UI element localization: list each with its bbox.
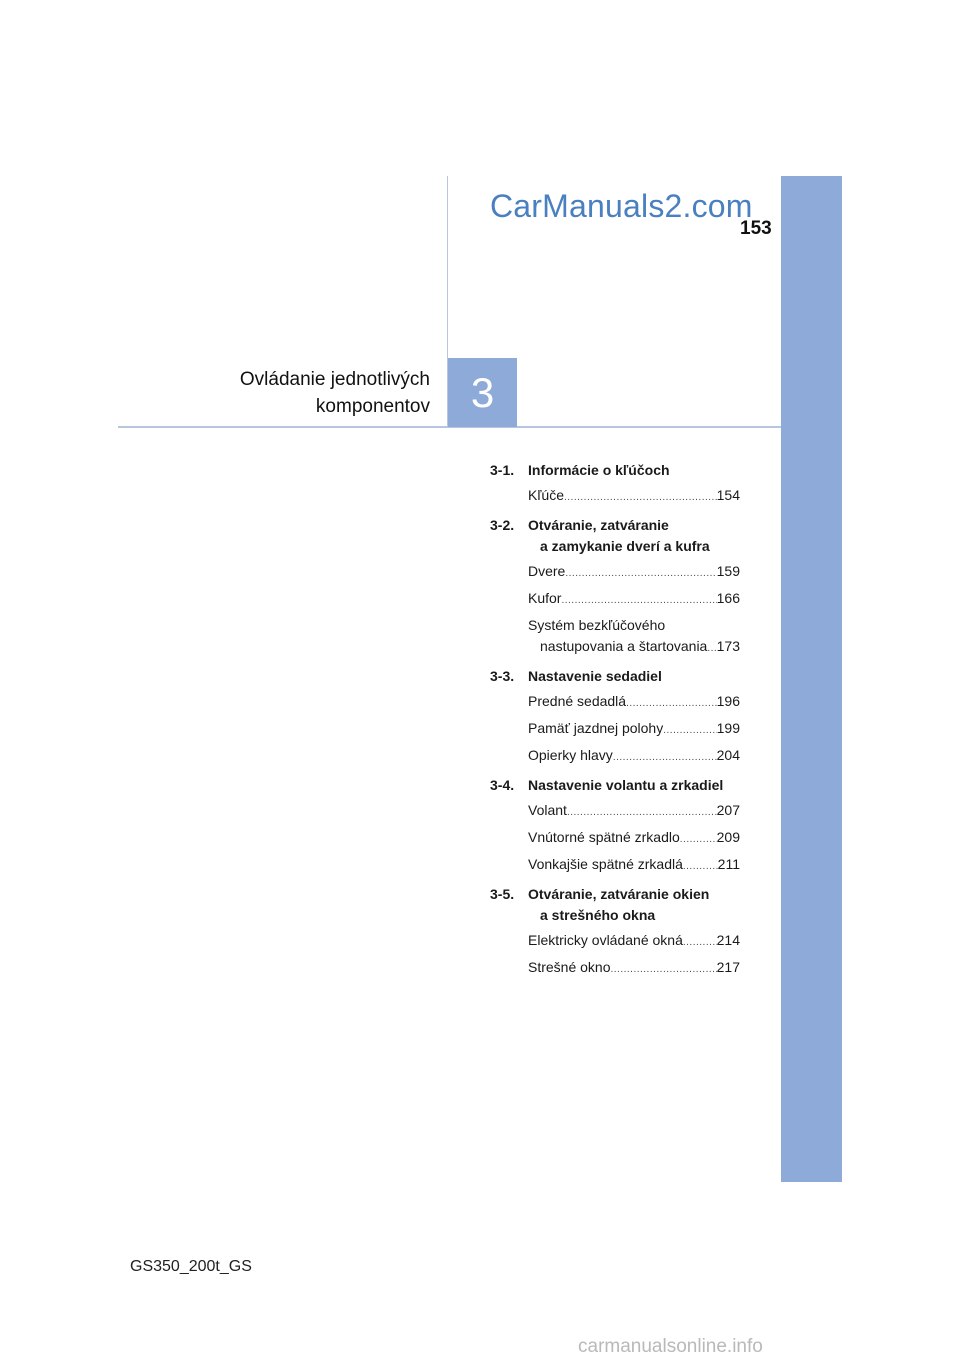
section-number: 3-3. — [490, 668, 515, 684]
dot-leader — [626, 693, 717, 714]
section-title-line1: Nastavenie volantu a zrkadiel — [528, 777, 724, 793]
section-title-line2: a strešného okna — [540, 907, 656, 923]
entry-label: Elektricky ovládané okná — [528, 932, 683, 948]
dot-leader — [613, 747, 717, 768]
entry-label: Dvere — [528, 563, 566, 579]
toc-entry[interactable] — [490, 718, 740, 741]
bottom-watermark: carmanualsonline.info — [578, 1336, 763, 1357]
entry-label: Predné sedadlá — [528, 693, 627, 709]
toc-entry[interactable] — [490, 561, 740, 584]
entry-page: 154 — [716, 487, 740, 503]
toc-entry[interactable] — [490, 588, 740, 611]
table-of-contents — [490, 460, 740, 987]
entry-label: Pamäť jazdnej polohy — [528, 720, 664, 736]
section-title-line1: Otváranie, zatváranie — [528, 517, 669, 533]
dot-leader — [663, 720, 716, 741]
entry-page: 199 — [716, 720, 740, 736]
entry-label: Vnútorné spätné zrkadlo — [528, 829, 680, 845]
toc-section — [490, 884, 740, 980]
section-title — [528, 775, 740, 796]
chapter-title-line1: Ovládanie jednotlivých — [239, 369, 430, 390]
section-number: 3-4. — [490, 777, 515, 793]
toc-section — [490, 666, 740, 768]
entry-page: 204 — [716, 747, 740, 763]
toc-entry[interactable] — [490, 854, 740, 877]
section-title-line2: a zamykanie dverí a kufra — [540, 538, 710, 554]
toc-section — [490, 775, 740, 877]
dot-leader — [683, 856, 718, 877]
chapter-number-badge: 3 — [448, 358, 517, 427]
entry-page: 196 — [716, 693, 740, 709]
chapter-title — [110, 366, 430, 420]
section-number: 3-2. — [490, 517, 515, 533]
toc-entry[interactable] — [490, 957, 740, 980]
dot-leader — [564, 487, 717, 508]
dot-leader — [680, 829, 717, 850]
section-title-line1: Nastavenie sedadiel — [528, 668, 662, 684]
section-title — [528, 666, 740, 687]
dot-leader — [683, 932, 717, 953]
watermark-logo: CarManuals2.com — [490, 188, 753, 224]
dot-leader — [565, 563, 716, 584]
toc-entry[interactable] — [490, 691, 740, 714]
entry-label: Vonkajšie spätné zrkadlá — [528, 856, 683, 872]
entry-page: 211 — [717, 856, 740, 872]
entry-label: Opierky hlavy — [528, 747, 613, 763]
entry-page: 217 — [716, 959, 740, 975]
toc-entry[interactable] — [490, 827, 740, 850]
entry-page: 207 — [716, 802, 740, 818]
section-title — [528, 884, 740, 926]
toc-entry[interactable] — [490, 930, 740, 953]
entry-page: 159 — [716, 563, 740, 579]
section-title — [528, 460, 740, 481]
entry-label: Kľúče — [528, 487, 564, 503]
entry-label-cont: nastupovania a štartovania — [540, 638, 708, 654]
entry-page: 209 — [716, 829, 740, 845]
section-number: 3-1. — [490, 462, 515, 478]
entry-page: 173 — [716, 638, 740, 654]
entry-label: Strešné okno — [528, 959, 611, 975]
entry-label: Volant — [528, 802, 567, 818]
dot-leader — [707, 638, 716, 659]
toc-entry[interactable] — [490, 615, 740, 659]
section-title-line1: Informácie o kľúčoch — [528, 462, 670, 478]
dot-leader — [611, 959, 717, 980]
page-number: 153 — [740, 218, 772, 239]
toc-section — [490, 515, 740, 659]
dot-leader — [567, 802, 717, 823]
entry-label: Kufor — [528, 590, 562, 606]
toc-section — [490, 460, 740, 508]
section-title — [528, 515, 740, 557]
toc-entry[interactable] — [490, 745, 740, 768]
section-number: 3-5. — [490, 886, 515, 902]
entry-label: Systém bezkľúčového — [528, 617, 666, 633]
entry-page: 166 — [716, 590, 740, 606]
chapter-title-line2: komponentov — [315, 396, 430, 417]
toc-entry[interactable] — [490, 800, 740, 823]
section-title-line1: Otváranie, zatváranie okien — [528, 886, 710, 902]
entry-page: 214 — [716, 932, 740, 948]
chapter-side-tab — [781, 176, 842, 1182]
footer-model-code: GS350_200t_GS — [130, 1258, 252, 1275]
dot-leader — [561, 590, 716, 611]
toc-entry[interactable] — [490, 485, 740, 508]
